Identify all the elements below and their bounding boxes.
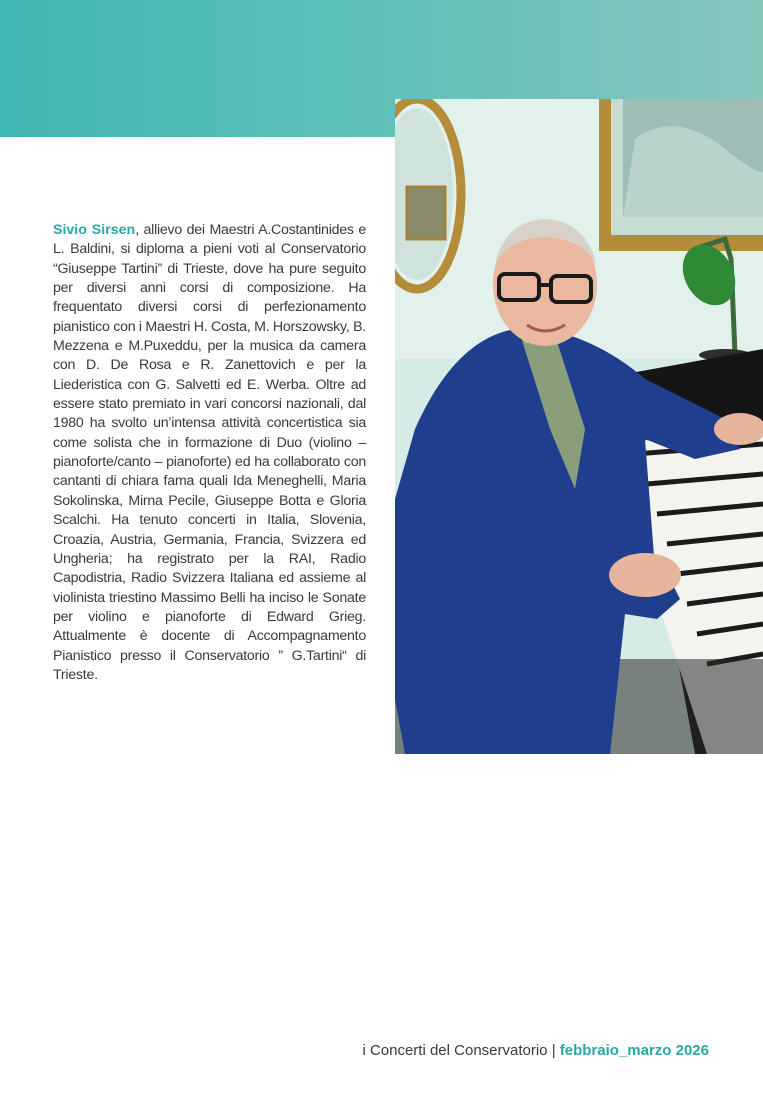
footer-series-title: i Concerti del Conservatorio [362, 1042, 548, 1059]
footer-dates: febbraio_marzo 2026 [559, 1042, 709, 1059]
page-footer [362, 1041, 709, 1061]
biography-body: , allievo dei Maestri A.Costantinides e L. Baldini, si diploma a pieni voti al Conservatorio “Giuseppe Tartini” di Trieste, dove ha pure seguito per diversi anni corsi di composizione. Ha frequentato diversi corsi di perfezionamento pianistico con i Maestri H. Costa, M. Horszowsky, B. Mezzena e M.Puxeddu, per la musica da camera con D. De Rosa e R. Zanettovich e per la Liederistica con G. Salvetti ed E. Werba. Oltre ad essere stato premiato in vari concorsi nazionali, dal 1980 ha svolto un’intensa attività concertistica sia come solista che in formazione di Duo (violino – pianoforte/canto – pianoforte) ed ha collaborato con cantanti di chiara fama quali Ida Meneghelli, Maria Sokolinska, Mirna Pecile, Giuseppe Botta e Gloria Scalchi. Ha tenuto concerti in Italia, Slovenia, Croazia, Austria, Germania, Francia, Svizzera ed Ungheria; ha registrato per la RAI, Radio Capodistria, Radio Svizzera Italiana ed assieme al violinista triestino Massimo Belli ha inciso le Sonate per violino e pianoforte di Edward Grieg. Attualmente è docente di Accompagnamento Pianistico presso il Conservatorio ” G.Tartini“ di Trieste. [53, 222, 367, 683]
footer-separator: | [547, 1042, 560, 1059]
biography-name: Sivio Sirsen [53, 222, 136, 238]
portrait-photo [395, 99, 763, 754]
biography-text [53, 221, 366, 685]
